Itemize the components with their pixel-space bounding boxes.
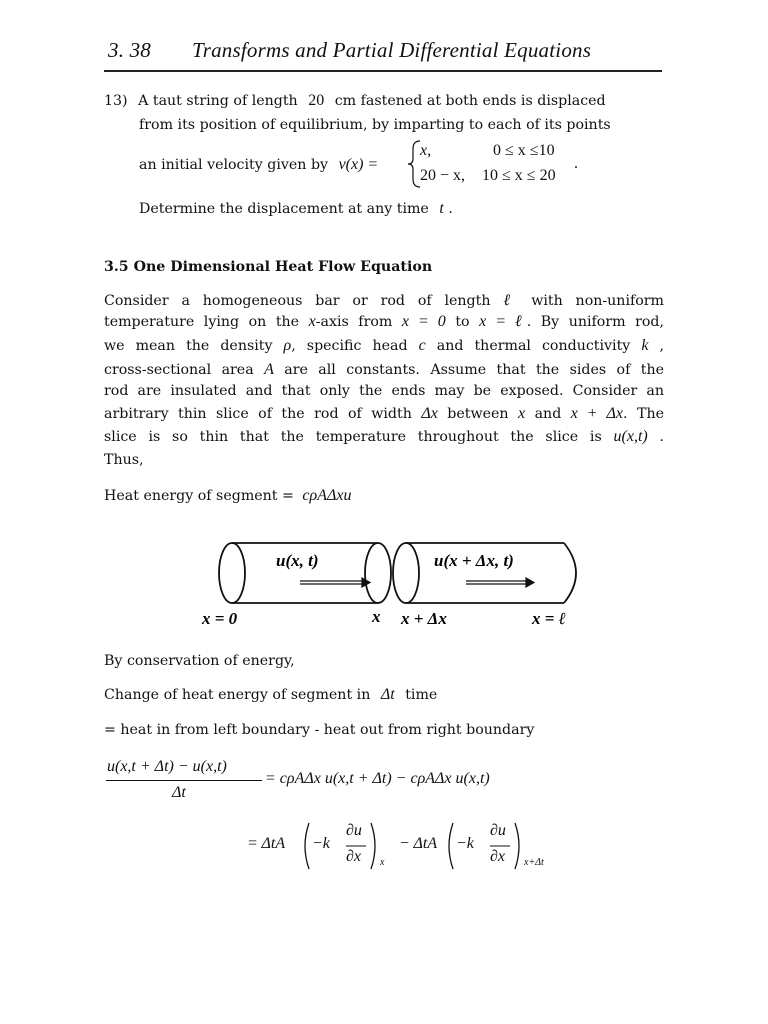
heat-energy-expr: cρAΔxu bbox=[302, 487, 352, 504]
para-line-4: cross-sectional area A are all constants. Assume that the sides of the bbox=[104, 361, 664, 378]
para-line-6: arbitrary thin slice of the rod of width Δx between x and x + Δx. The bbox=[104, 405, 665, 422]
eq2-dx-1: ∂x bbox=[346, 848, 362, 865]
label-xl: x = ℓ bbox=[532, 609, 566, 628]
rod-figure bbox=[196, 534, 616, 634]
case-2-expr: 20 − x, bbox=[420, 167, 466, 184]
velocity-function: v(x) = bbox=[338, 156, 379, 173]
eq2-dx-2: ∂x bbox=[490, 848, 506, 865]
para-line-1: Consider a homogeneous bar or rod of length ℓ with non-uniform bbox=[104, 292, 665, 309]
running-header bbox=[108, 38, 591, 63]
para-line-7: slice is so thin that the temperature throughout the slice is u(x,t) . bbox=[104, 428, 665, 445]
slice-right-face bbox=[393, 543, 419, 603]
derivation-line-1: By conservation of energy, bbox=[104, 653, 295, 669]
eq2-k-1: −k bbox=[312, 835, 330, 852]
label-u-left: u(x, t) bbox=[276, 551, 319, 570]
derivation-line-2: Change of heat energy of segment in Δt time bbox=[104, 686, 438, 703]
derivation-line-3: = heat in from left boundary - heat out from right boundary bbox=[104, 722, 535, 738]
eq1-fraction-bar bbox=[106, 780, 262, 781]
header-rule bbox=[104, 70, 662, 72]
label-x: x bbox=[372, 607, 381, 626]
problem-13-line-2: from its position of equilibrium, by imparting to each of its points bbox=[139, 117, 611, 133]
page-number: 3. 38 bbox=[108, 38, 151, 62]
slice-left-face bbox=[365, 543, 391, 603]
eq1-rhs: = cρAΔx u(x,t + Δt) − cρAΔx u(x,t) bbox=[265, 770, 490, 787]
label-u-right: u(x + Δx, t) bbox=[434, 551, 514, 570]
problem-13-line-4: Determine the displacement at any time t . bbox=[139, 200, 453, 217]
section-heading: 3.5 One Dimensional Heat Flow Equation bbox=[104, 259, 433, 275]
eq2-sub-1: x bbox=[380, 857, 385, 868]
eq1-denominator: Δt bbox=[172, 784, 186, 801]
problem-13-line-3: an initial velocity given by v(x) = bbox=[139, 156, 379, 173]
string-length: 20 bbox=[308, 92, 325, 109]
problem-number: 13) bbox=[104, 93, 128, 109]
case-2-range: 10 ≤ x ≤ 20 bbox=[482, 167, 556, 184]
case-1-range: 0 ≤ x ≤10 bbox=[493, 142, 555, 159]
case-end: . bbox=[574, 155, 578, 172]
para-line-2: temperature lying on the x-axis from x = 0 to x = ℓ. By uniform rod, bbox=[104, 313, 664, 330]
para-line-5: rod are insulated and that only the ends may be exposed. Consider an bbox=[104, 383, 664, 399]
label-x-plus-dx: x + Δx bbox=[401, 609, 447, 628]
problem-13-line-1: 13) A taut string of length 20 cm fastened at both ends is displaced bbox=[104, 92, 606, 109]
book-title: Transforms and Partial Differential Equations bbox=[192, 38, 592, 62]
eq2-du-1: ∂u bbox=[346, 822, 362, 839]
para-line-3: we mean the density ρ, specific head c and thermal conductivity k , bbox=[104, 337, 665, 354]
eq2-sub-2: x+Δt bbox=[524, 857, 544, 868]
heat-energy-line: Heat energy of segment = cρAΔxu bbox=[104, 487, 352, 504]
label-x0: x = 0 bbox=[202, 609, 238, 628]
right-heat-arrow-head bbox=[526, 578, 534, 587]
eq2-k-2: −k bbox=[456, 835, 474, 852]
eq2-lead: = ΔtA bbox=[247, 835, 286, 852]
rod-left-end bbox=[219, 543, 245, 603]
para-line-8: Thus, bbox=[104, 452, 144, 468]
case-1-expr: x, bbox=[420, 142, 432, 159]
eq2-minus: − ΔtA bbox=[399, 835, 438, 852]
rod-right-end bbox=[564, 543, 576, 603]
eq1-numerator: u(x,t + Δt) − u(x,t) bbox=[107, 758, 227, 775]
eq2-du-2: ∂u bbox=[490, 822, 506, 839]
